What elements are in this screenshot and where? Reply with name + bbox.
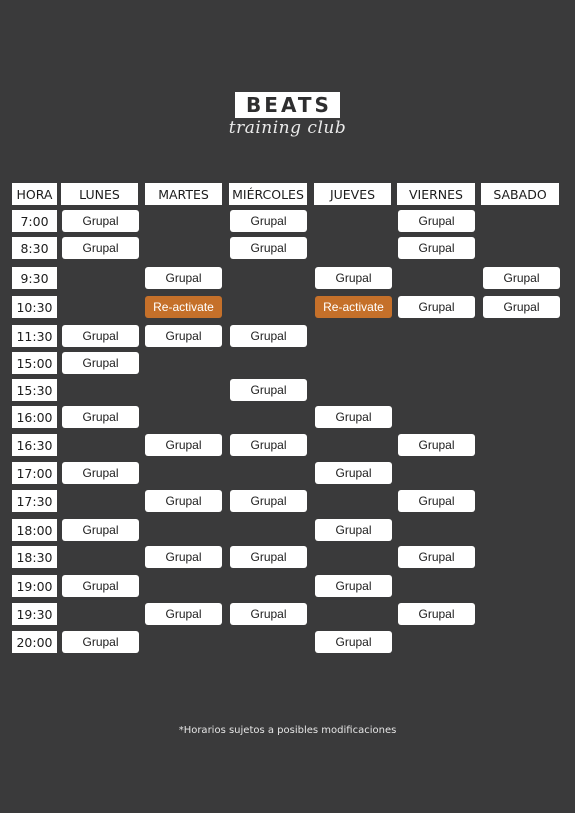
class-slot-grupal: Grupal (315, 519, 392, 541)
class-slot-grupal: Grupal (398, 210, 475, 232)
logo-brand: BEATS (235, 92, 340, 118)
header-martes: MARTES (145, 183, 222, 205)
class-slot-grupal: Grupal (315, 631, 392, 653)
class-slot-grupal: Grupal (398, 546, 475, 568)
header-lunes: LUNES (61, 183, 138, 205)
footnote: *Horarios sujetos a posibles modificaciones (178, 725, 397, 736)
hour-label: 19:00 (12, 575, 57, 597)
class-slot-grupal: Grupal (315, 462, 392, 484)
hour-label: 18:30 (12, 546, 57, 568)
class-slot-grupal: Grupal (62, 462, 139, 484)
class-slot-grupal: Grupal (230, 237, 307, 259)
class-slot-grupal: Grupal (315, 267, 392, 289)
class-slot-grupal: Grupal (62, 631, 139, 653)
header-sabado: SABADO (481, 183, 559, 205)
header-hora: HORA (12, 183, 57, 205)
hour-label: 16:30 (12, 434, 57, 456)
class-slot-grupal: Grupal (230, 210, 307, 232)
hour-label: 8:30 (12, 237, 57, 259)
class-slot-grupal: Grupal (62, 575, 139, 597)
hour-label: 10:30 (12, 296, 57, 318)
class-slot-grupal: Grupal (145, 267, 222, 289)
class-slot-grupal: Grupal (315, 575, 392, 597)
hour-label: 19:30 (12, 603, 57, 625)
class-slot-grupal: Grupal (315, 406, 392, 428)
hour-label: 7:00 (12, 210, 57, 232)
class-slot-grupal: Grupal (483, 267, 560, 289)
header-jueves: JUEVES (314, 183, 391, 205)
class-slot-grupal: Grupal (62, 325, 139, 347)
class-slot-grupal: Grupal (62, 406, 139, 428)
class-slot-grupal: Grupal (145, 546, 222, 568)
class-slot-grupal: Grupal (62, 519, 139, 541)
class-slot-grupal: Grupal (398, 490, 475, 512)
hour-label: 9:30 (12, 267, 57, 289)
logo-subtitle: training club (228, 118, 347, 138)
class-slot-grupal: Grupal (398, 603, 475, 625)
hour-label: 20:00 (12, 631, 57, 653)
class-slot-grupal: Grupal (230, 603, 307, 625)
header-viernes: VIERNES (397, 183, 475, 205)
class-slot-grupal: Grupal (230, 325, 307, 347)
class-slot-grupal: Grupal (145, 490, 222, 512)
class-slot-reactivate: Re-activate (145, 296, 222, 318)
hour-label: 18:00 (12, 519, 57, 541)
class-slot-grupal: Grupal (62, 210, 139, 232)
class-slot-grupal: Grupal (145, 434, 222, 456)
hour-label: 15:00 (12, 352, 57, 374)
class-slot-grupal: Grupal (398, 237, 475, 259)
class-slot-grupal: Grupal (145, 603, 222, 625)
class-slot-grupal: Grupal (230, 434, 307, 456)
class-slot-grupal: Grupal (398, 434, 475, 456)
class-slot-reactivate: Re-activate (315, 296, 392, 318)
class-slot-grupal: Grupal (230, 546, 307, 568)
header-miercoles: MIÉRCOLES (229, 183, 307, 205)
hour-label: 17:00 (12, 462, 57, 484)
class-slot-grupal: Grupal (62, 237, 139, 259)
class-slot-grupal: Grupal (230, 490, 307, 512)
hour-label: 17:30 (12, 490, 57, 512)
hour-label: 15:30 (12, 379, 57, 401)
class-slot-grupal: Grupal (483, 296, 560, 318)
hour-label: 16:00 (12, 406, 57, 428)
class-slot-grupal: Grupal (230, 379, 307, 401)
class-slot-grupal: Grupal (145, 325, 222, 347)
class-slot-grupal: Grupal (398, 296, 475, 318)
class-slot-grupal: Grupal (62, 352, 139, 374)
hour-label: 11:30 (12, 325, 57, 347)
